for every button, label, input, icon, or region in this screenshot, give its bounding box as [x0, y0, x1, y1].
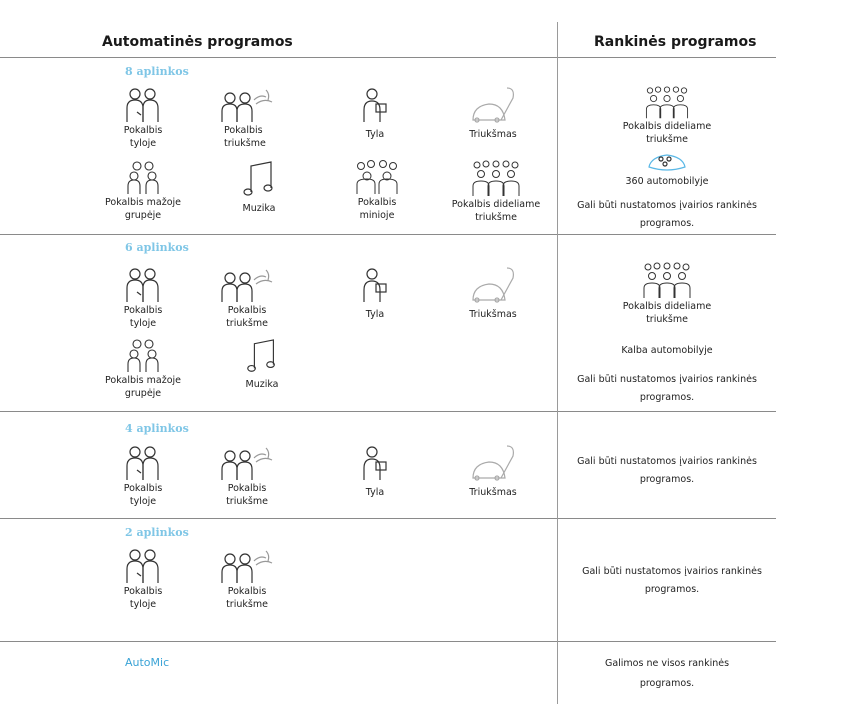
manual-extra: Kalba automobilyje — [621, 345, 713, 356]
manual-program-item — [612, 262, 722, 326]
program-label: Pokalbis mažoje grupėje — [105, 197, 181, 221]
program-item — [320, 86, 430, 141]
small-group-icon — [123, 160, 163, 196]
program-label: Pokalbis tyloje — [123, 483, 163, 507]
program-item — [320, 266, 430, 321]
two-people-conversation-icon — [123, 547, 163, 585]
manual-program-label: Pokalbis dideliame triukšme — [622, 121, 712, 145]
large-crowd-icon — [640, 262, 694, 300]
program-item — [204, 160, 314, 215]
program-label: Pokalbis tyloje — [123, 586, 163, 610]
crowd-icon — [353, 160, 401, 196]
manual-note: Galimos ne visos rankinės programos. — [604, 658, 730, 689]
program-item — [192, 86, 302, 150]
manual-program-item — [612, 151, 722, 188]
program-item — [320, 444, 430, 499]
music-note-icon — [241, 160, 277, 200]
program-label: Pokalbis triukšme — [224, 125, 266, 149]
manual-note: Gali būti nustatomos įvairios rankinės programos. — [577, 200, 757, 229]
automatic-programs-header: Automatinės programos — [102, 34, 293, 50]
manual-program-label: 360 automobilyje — [625, 176, 709, 187]
music-note-icon — [244, 338, 280, 376]
car-passengers-icon — [645, 151, 689, 175]
two-people-conversation-icon — [123, 444, 163, 482]
program-label: Pokalbis mažoje grupėje — [105, 375, 181, 399]
quiet-reading-person-icon — [358, 266, 392, 304]
column-divider — [557, 22, 558, 704]
program-item — [192, 266, 302, 330]
program-label: Pokalbis minioje — [357, 197, 397, 221]
program-label: Tyla — [365, 487, 385, 498]
manual-note: Gali būti nustatomos įvairios rankinės programos. — [577, 374, 757, 403]
conversation-in-noise-icon — [216, 86, 278, 124]
manual-note: Gali būti nustatomos įvairios rankinės programos. — [582, 566, 762, 595]
section-title-4: 4 aplinkos — [125, 422, 189, 435]
program-label: Triukšmas — [469, 129, 517, 140]
section-divider — [0, 518, 776, 519]
program-label: Pokalbis tyloje — [123, 125, 163, 149]
program-label: Triukšmas — [469, 487, 517, 498]
program-item — [88, 444, 198, 508]
program-item — [88, 266, 198, 330]
section-divider — [0, 641, 776, 642]
manual-programs-header: Rankinės programos — [594, 34, 757, 50]
program-label: Triukšmas — [469, 309, 517, 320]
program-label: Pokalbis triukšme — [226, 483, 268, 507]
manual-program-label: Pokalbis dideliame triukšme — [622, 301, 712, 325]
program-item — [88, 547, 198, 611]
quiet-reading-person-icon — [358, 444, 392, 482]
vacuum-cleaner-icon — [463, 86, 523, 124]
vacuum-cleaner-icon — [463, 266, 523, 304]
program-item — [88, 86, 198, 150]
small-group-icon — [123, 338, 163, 374]
program-label: Tyla — [365, 129, 385, 140]
large-crowd-icon — [640, 86, 694, 120]
header-divider — [0, 57, 776, 58]
program-item — [438, 86, 548, 141]
section-divider — [0, 411, 776, 412]
manual-program-item — [612, 86, 722, 146]
section-divider — [0, 234, 776, 235]
program-item — [192, 547, 302, 611]
section-title-6: 6 aplinkos — [125, 241, 189, 254]
program-item — [441, 160, 551, 224]
program-label: Pokalbis tyloje — [123, 305, 163, 329]
section-title-8: 8 aplinkos — [125, 65, 189, 78]
large-crowd-icon — [469, 160, 523, 198]
two-people-conversation-icon — [123, 86, 163, 124]
program-item — [438, 444, 548, 499]
section-title-automic: AutoMic — [125, 656, 170, 669]
program-item — [192, 444, 302, 508]
program-item — [88, 160, 198, 222]
conversation-in-noise-icon — [216, 547, 278, 585]
quiet-reading-person-icon — [358, 86, 392, 124]
program-item — [322, 160, 432, 222]
conversation-in-noise-icon — [216, 266, 278, 304]
program-label: Tyla — [365, 309, 385, 320]
program-item — [438, 266, 548, 321]
program-item — [88, 338, 198, 400]
manual-note: Gali būti nustatomos įvairios rankinės programos. — [577, 456, 757, 485]
program-label: Muzika — [245, 379, 279, 390]
section-title-2: 2 aplinkos — [125, 526, 189, 539]
program-label: Muzika — [242, 203, 276, 214]
two-people-conversation-icon — [123, 266, 163, 304]
program-label: Pokalbis triukšme — [226, 586, 268, 610]
program-label: Pokalbis dideliame triukšme — [451, 199, 541, 223]
vacuum-cleaner-icon — [463, 444, 523, 482]
conversation-in-noise-icon — [216, 444, 278, 482]
program-label: Pokalbis triukšme — [226, 305, 268, 329]
program-item — [207, 338, 317, 391]
